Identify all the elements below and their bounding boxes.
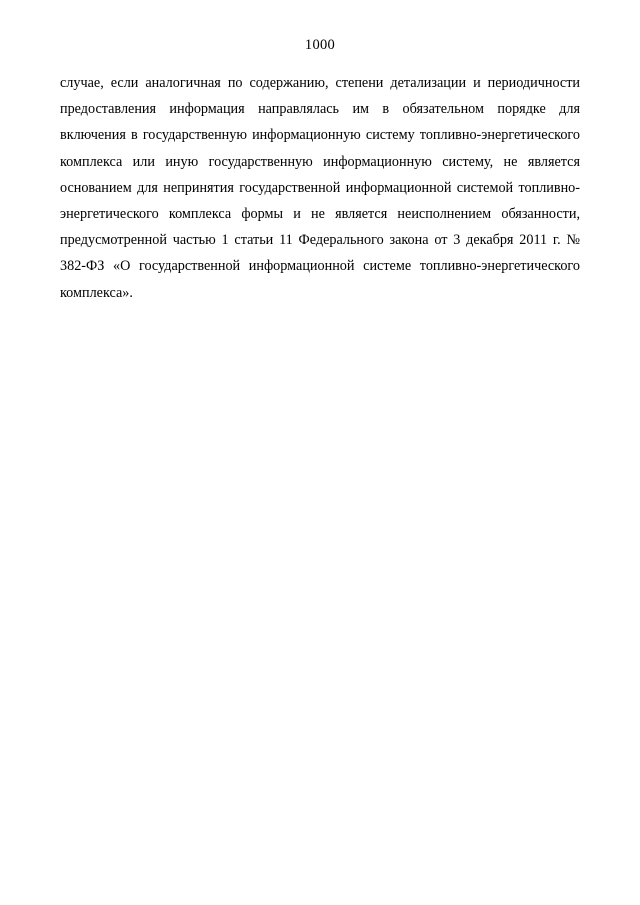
document-body: [60, 70, 580, 306]
page-number: 1000: [304, 37, 336, 53]
body-paragraph: случае, если аналогичная по содержанию, степени детализации и периодичности предоставления информация направлялась им в обязательном порядке для включения в государственную информационную систему топливно-энергетического комплекса или иную государственную информационную систему, не является основанием для непринятия государственной информационной системой топливно-энергетического комплекса формы и не является неисполнением обязанности, предусмотренной частью 1 статьи 11 Федерального закона от 3 декабря 2011 г. № 382-ФЗ «О государственной информационной системе топливно-энергетического комплекса».: [60, 75, 580, 301]
